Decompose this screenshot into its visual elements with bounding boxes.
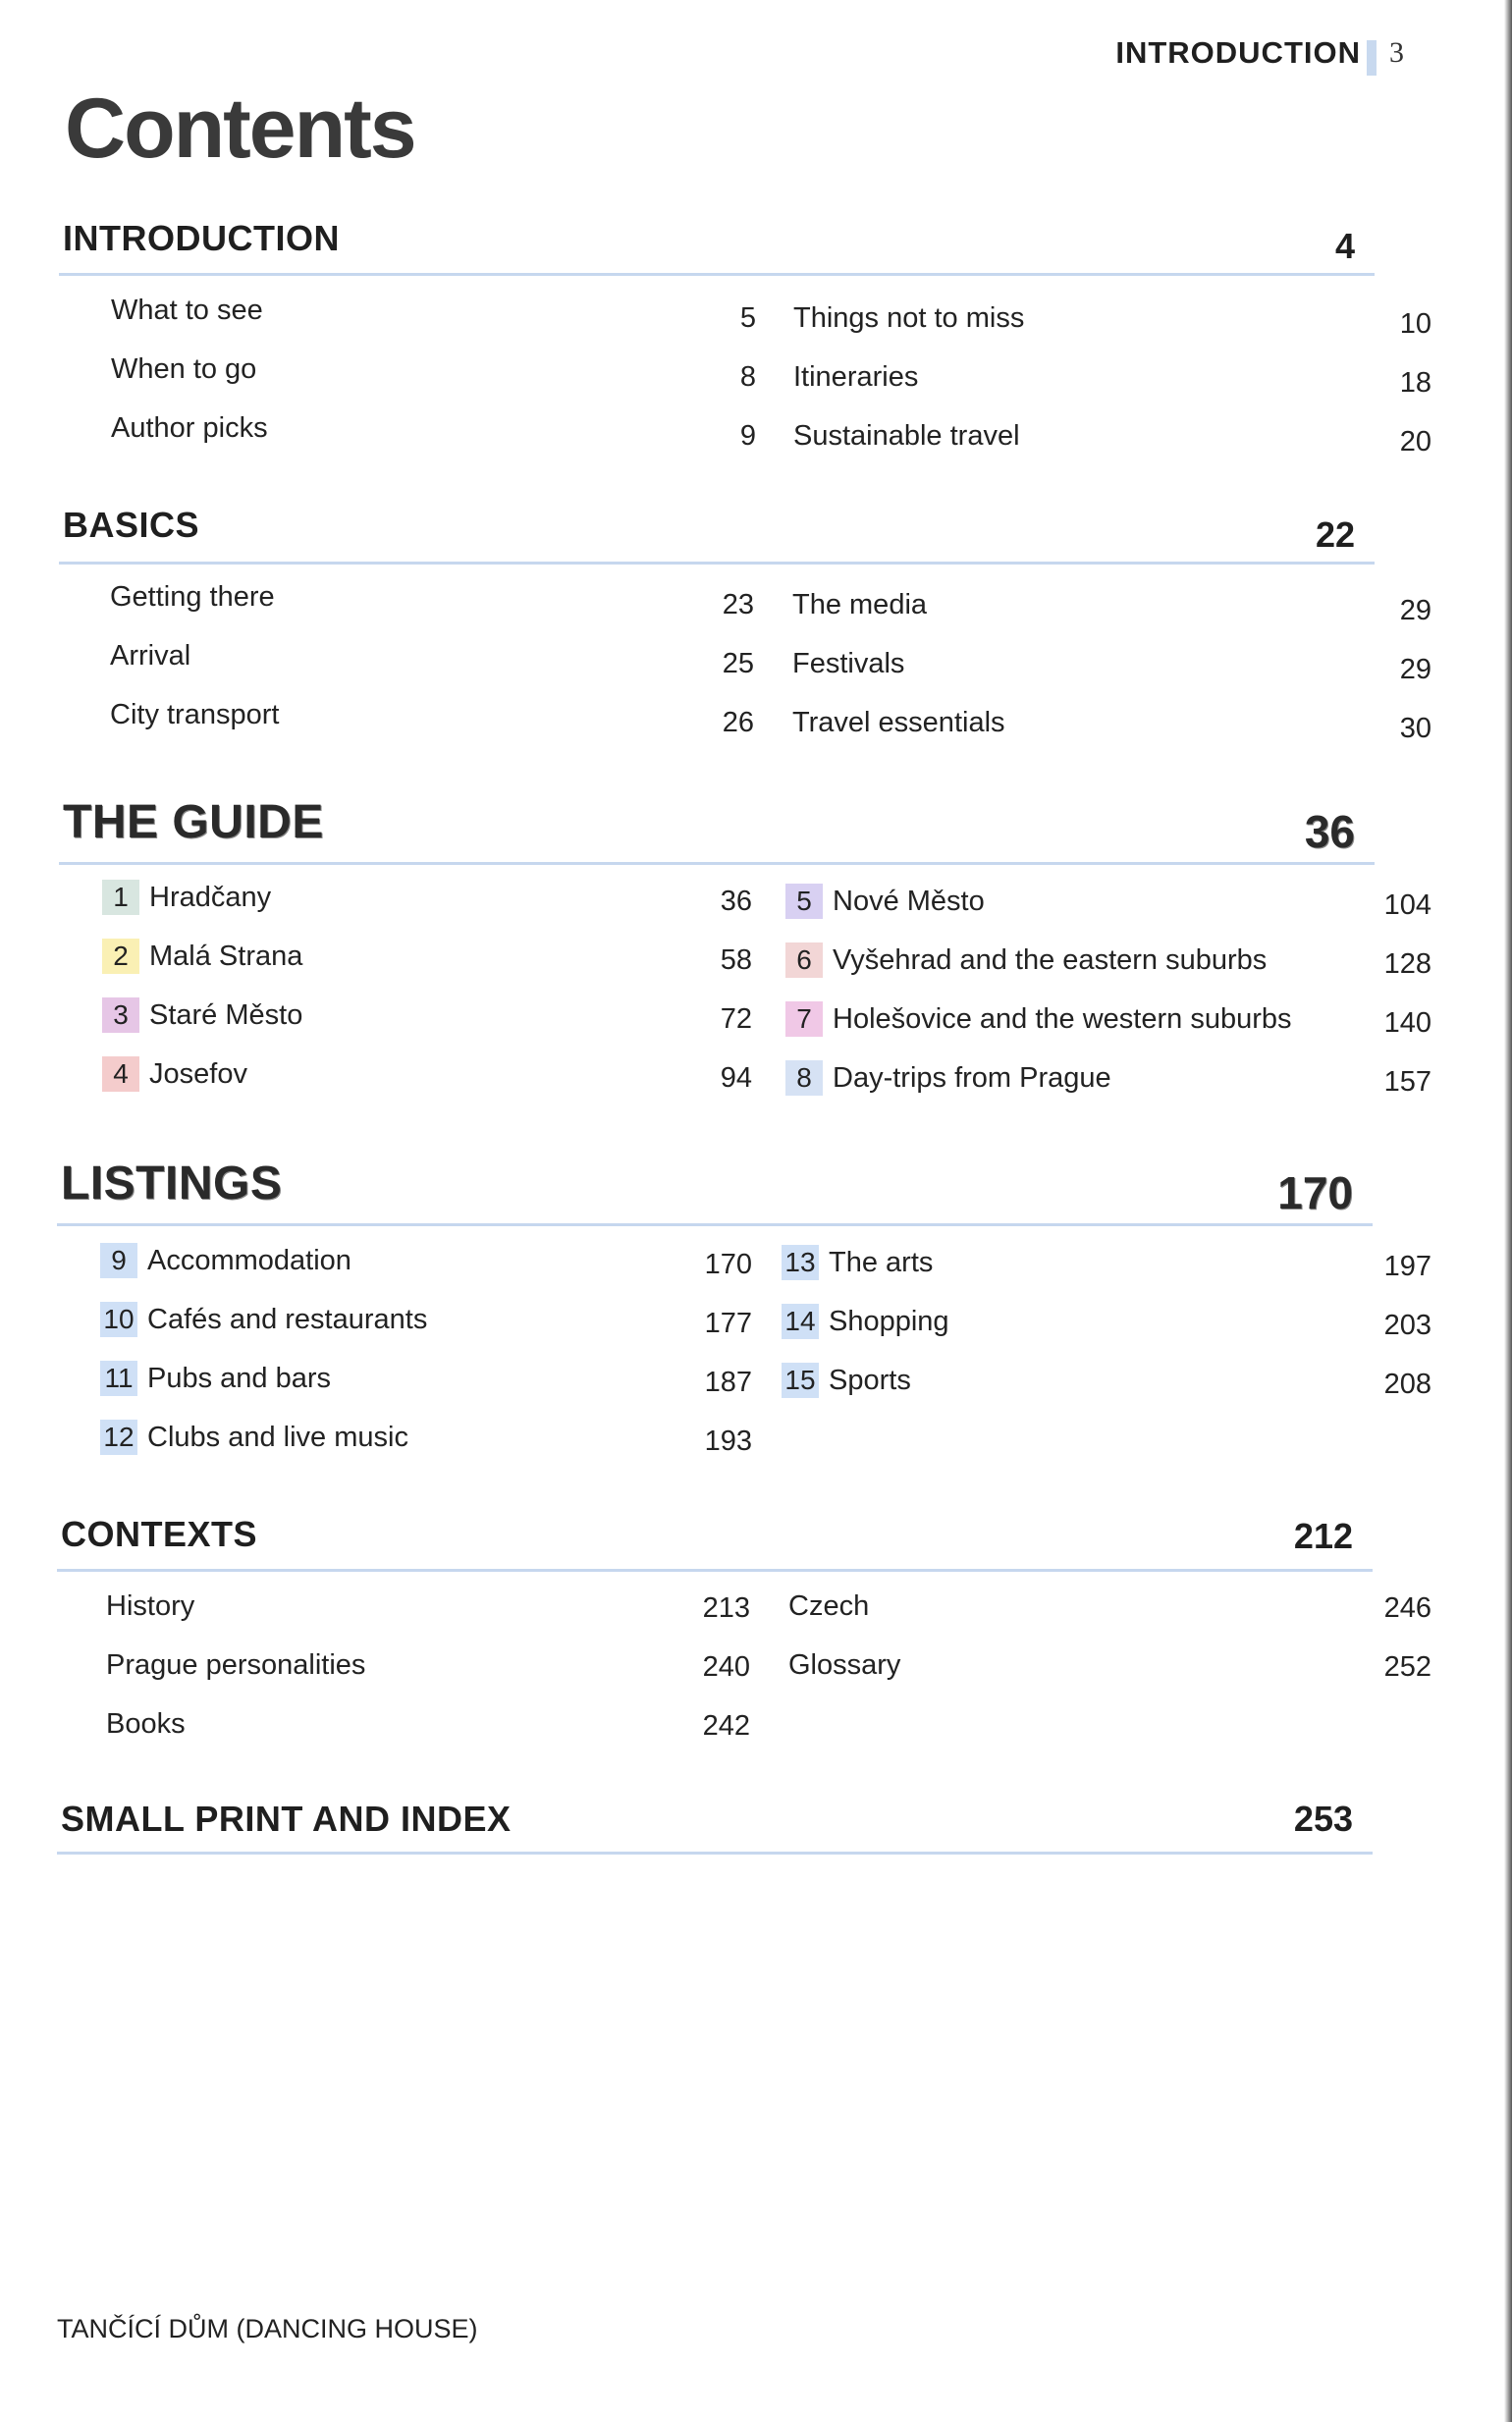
section-page: 170 — [1277, 1167, 1353, 1218]
chapter-number-badge: 11 — [100, 1361, 137, 1396]
chapter-number-badge: 5 — [785, 884, 823, 919]
toc-entry-page: 187 — [704, 1367, 752, 1398]
toc-entry-label: Malá Strana — [149, 941, 303, 972]
toc-entry-page: 157 — [1383, 1066, 1431, 1098]
section-title[interactable]: SMALL PRINT AND INDEX — [61, 1799, 512, 1839]
toc-entry-page: 25 — [722, 648, 754, 679]
toc-entry-label: Josefov — [149, 1058, 247, 1090]
toc-entry-label: Accommodation — [147, 1245, 351, 1276]
section-title[interactable]: CONTEXTS — [61, 1514, 258, 1554]
section-rule — [59, 862, 1375, 865]
toc-entry-page: 246 — [1383, 1592, 1431, 1624]
toc-entry[interactable]: When to go — [111, 353, 257, 385]
toc-entry-label: Staré Město — [149, 999, 303, 1031]
section-page: 22 — [1315, 514, 1355, 555]
toc-entry[interactable]: Books — [106, 1708, 186, 1740]
toc-entry[interactable] — [100, 1420, 408, 1455]
toc-entry[interactable] — [102, 939, 302, 974]
toc-entry-label: Clubs and live music — [147, 1422, 408, 1453]
toc-entry[interactable]: Travel essentials — [792, 707, 1005, 738]
toc-entry-page: 20 — [1399, 426, 1431, 457]
running-head — [1060, 35, 1404, 75]
toc-entry-label: Cafés and restaurants — [147, 1304, 428, 1335]
running-head-marker — [1367, 40, 1377, 76]
toc-entry-page: 29 — [1399, 654, 1431, 685]
chapter-number-badge: 3 — [102, 997, 139, 1033]
toc-entry-page: 23 — [722, 589, 754, 620]
section-listings — [57, 1157, 1431, 1480]
toc-entry-page: 94 — [720, 1062, 752, 1094]
toc-entry[interactable] — [785, 942, 1267, 978]
toc-entry[interactable] — [785, 1001, 1291, 1037]
toc-entry-label: Nové Město — [833, 886, 985, 917]
toc-entry[interactable]: History — [106, 1590, 195, 1622]
chapter-number-badge: 15 — [782, 1363, 819, 1398]
section-basics — [59, 501, 1431, 756]
toc-entry[interactable]: The media — [792, 589, 928, 620]
photo-caption: TANČÍCÍ DŮM (DANCING HOUSE) — [57, 2314, 478, 2343]
running-head-page-number: 3 — [1389, 36, 1404, 69]
toc-entry[interactable]: Getting there — [110, 581, 275, 613]
toc-entry-page: 197 — [1383, 1251, 1431, 1282]
section-rule — [57, 1223, 1373, 1226]
toc-entry-page: 30 — [1399, 713, 1431, 744]
toc-entry-page: 36 — [720, 886, 752, 917]
section-page: 36 — [1304, 806, 1355, 857]
chapter-number-badge: 4 — [102, 1056, 139, 1092]
toc-entry-label: Day-trips from Prague — [833, 1062, 1111, 1094]
toc-entry[interactable] — [785, 1060, 1111, 1096]
toc-entry[interactable]: Prague personalities — [106, 1649, 366, 1681]
toc-entry-label: Hradčany — [149, 882, 272, 913]
chapter-number-badge: 8 — [785, 1060, 823, 1096]
toc-entry-page: 177 — [704, 1308, 752, 1339]
toc-entry-page: 29 — [1399, 595, 1431, 626]
section-title[interactable]: LISTINGS — [61, 1157, 283, 1210]
section-the-guide — [59, 793, 1431, 1117]
toc-entry-page: 208 — [1383, 1369, 1431, 1400]
section-contexts — [57, 1512, 1431, 1767]
toc-entry[interactable]: City transport — [110, 699, 280, 730]
section-page: 212 — [1293, 1516, 1353, 1556]
toc-entry[interactable] — [782, 1363, 911, 1398]
chapter-number-badge: 2 — [102, 939, 139, 974]
toc-entry[interactable]: Itineraries — [793, 361, 919, 393]
toc-entry[interactable] — [100, 1361, 331, 1396]
chapter-number-badge: 12 — [100, 1420, 137, 1455]
toc-entry[interactable]: Sustainable travel — [793, 420, 1020, 452]
toc-entry[interactable] — [102, 997, 302, 1033]
section-introduction — [59, 214, 1431, 459]
toc-entry[interactable]: Arrival — [110, 640, 191, 672]
chapter-number-badge: 9 — [100, 1243, 137, 1278]
section-page: 4 — [1334, 226, 1355, 266]
toc-entry-page: 213 — [702, 1592, 750, 1624]
section-title[interactable]: THE GUIDE — [63, 796, 324, 848]
toc-entry-page: 104 — [1383, 889, 1431, 921]
toc-entry-page: 240 — [702, 1651, 750, 1683]
toc-entry-label: The arts — [829, 1247, 934, 1278]
toc-entry-page: 58 — [720, 944, 752, 976]
section-rule — [57, 1852, 1373, 1855]
section-page: 253 — [1293, 1799, 1353, 1839]
toc-entry-page: 128 — [1383, 948, 1431, 980]
section-small-print-and-index — [57, 1799, 1373, 1857]
chapter-number-badge: 13 — [782, 1245, 819, 1280]
toc-entry[interactable] — [785, 884, 985, 919]
section-rule — [57, 1569, 1373, 1572]
toc-entry[interactable] — [102, 880, 271, 915]
toc-entry-page: 170 — [704, 1249, 752, 1280]
section-title[interactable]: INTRODUCTION — [63, 218, 340, 258]
chapter-number-badge: 14 — [782, 1304, 819, 1339]
section-rule — [59, 273, 1375, 276]
toc-entry-label: Holešovice and the western suburbs — [833, 1003, 1292, 1035]
toc-entry[interactable] — [782, 1245, 933, 1280]
toc-entry-label: Pubs and bars — [147, 1363, 332, 1394]
running-head-title: INTRODUCTION — [1115, 35, 1361, 70]
chapter-number-badge: 10 — [100, 1302, 137, 1337]
toc-entry[interactable] — [782, 1304, 949, 1339]
toc-entry-page: 242 — [702, 1710, 750, 1742]
toc-entry[interactable]: Author picks — [111, 412, 268, 444]
toc-entry-page: 203 — [1383, 1310, 1431, 1341]
toc-entry[interactable]: Things not to miss — [793, 302, 1025, 334]
toc-entry[interactable] — [102, 1056, 247, 1092]
section-rule — [59, 562, 1375, 565]
toc-entry-page: 8 — [739, 361, 756, 393]
toc-entry-label: Shopping — [829, 1306, 949, 1337]
section-title[interactable]: BASICS — [63, 505, 200, 545]
toc-entry[interactable]: Glossary — [788, 1649, 901, 1681]
toc-entry-page: 5 — [739, 302, 756, 334]
chapter-number-badge: 7 — [785, 1001, 823, 1037]
toc-entry-page: 193 — [704, 1426, 752, 1457]
toc-entry-page: 26 — [722, 707, 754, 738]
toc-entry-page: 252 — [1383, 1651, 1431, 1683]
toc-entry-page: 72 — [720, 1003, 752, 1035]
page-edge — [1504, 0, 1512, 2422]
toc-entry-page: 18 — [1399, 367, 1431, 399]
chapter-number-badge: 1 — [102, 880, 139, 915]
toc-entry-label: Vyšehrad and the eastern suburbs — [833, 944, 1268, 976]
toc-entry-page: 140 — [1383, 1007, 1431, 1039]
page-title: Contents — [65, 81, 415, 176]
toc-entry[interactable]: Festivals — [792, 648, 905, 679]
toc-entry-page: 10 — [1399, 308, 1431, 340]
toc-entry[interactable] — [100, 1243, 351, 1278]
toc-entry-label: Sports — [829, 1365, 911, 1396]
toc-entry[interactable]: What to see — [111, 295, 263, 326]
toc-entry-page: 9 — [739, 420, 756, 452]
chapter-number-badge: 6 — [785, 942, 823, 978]
toc-entry[interactable]: Czech — [788, 1590, 870, 1622]
toc-entry[interactable] — [100, 1302, 427, 1337]
